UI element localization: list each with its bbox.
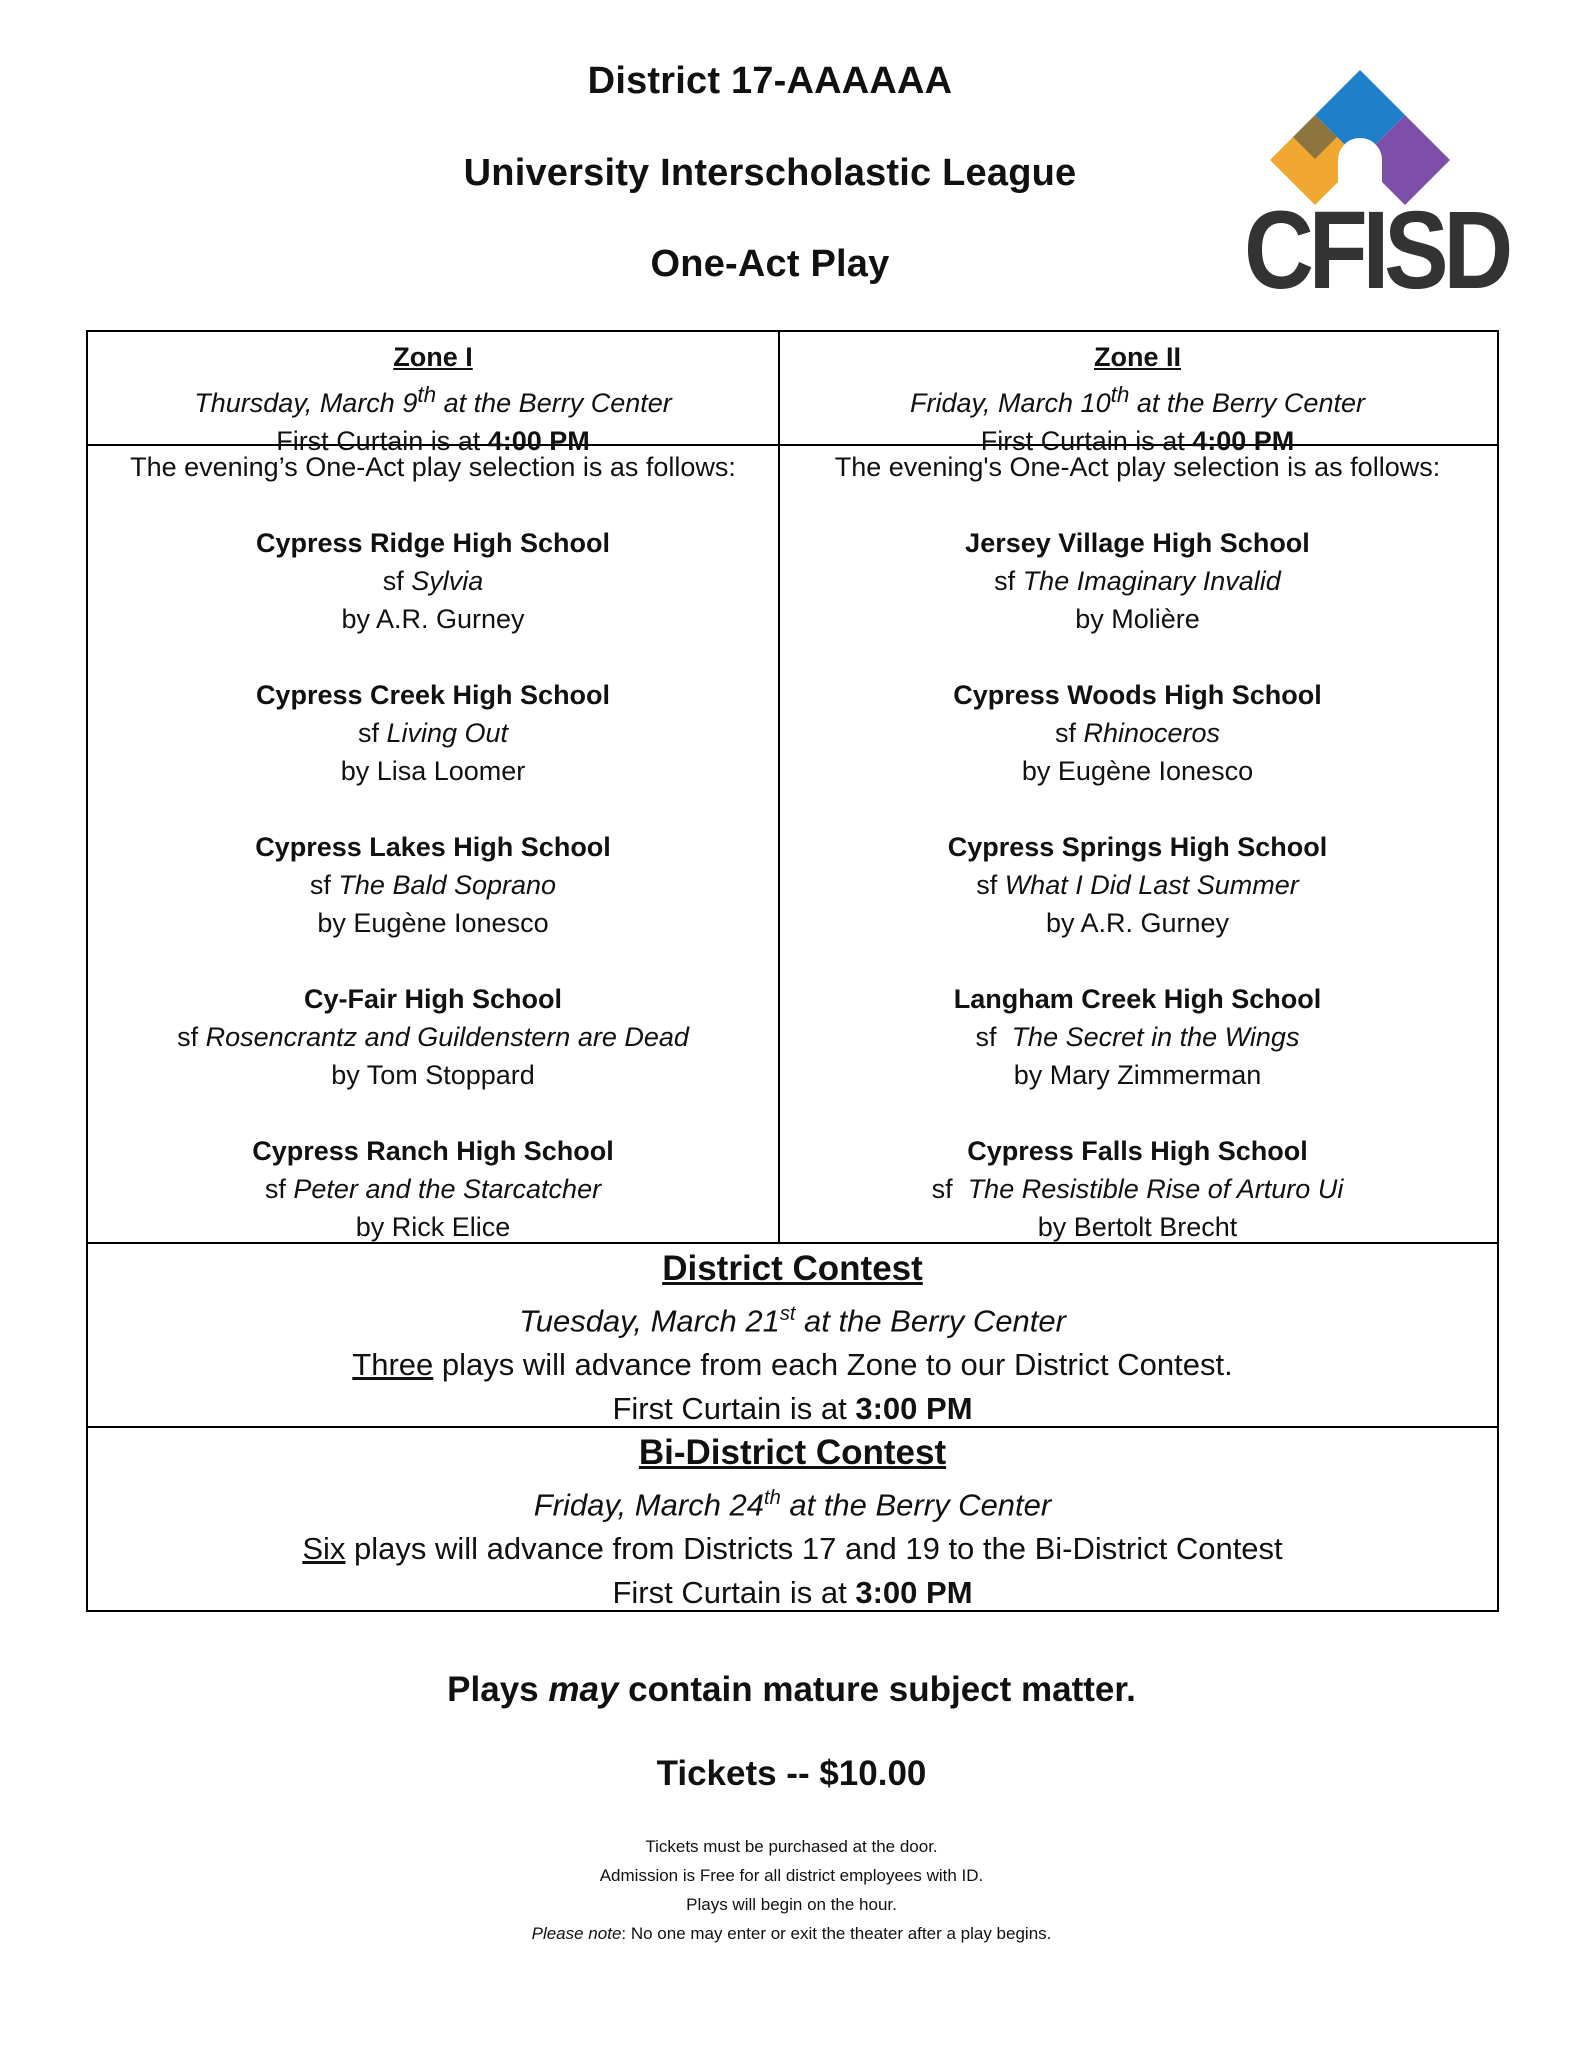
ticket-price: Tickets -- $10.00 [656,1754,927,1793]
zone-1 [88,332,780,1242]
zones-table [86,330,1499,1244]
zone-2-title: Zone II [1094,342,1181,372]
zone-2 [778,332,1497,1242]
fine-print: Tickets must be purchased at the door. Admission is Free for all district employees with ID. Plays will begin on the hour. Please note: No one may enter or exit the theater after a play begins. [531,1837,1052,1943]
mature-content-notice: Plays may contain mature subject matter. [447,1670,1136,1709]
district-contest [86,1242,1499,1428]
zone-1-header [88,332,778,456]
list-item: Cypress Falls High School sf The Resistible Rise of Arturo Ui by Bertolt Brecht [931,1136,1344,1242]
zone-1-curtain: First Curtain is at 4:00 PM [276,426,590,456]
bi-district-contest-title: Bi-District Contest [638,1433,947,1472]
list-item: Langham Creek High School sf The Secret in the Wings by Mary Zimmerman [953,984,1322,1090]
zone-1-date: Thursday, March 9th at the Berry Center [194,382,672,418]
bi-district-contest-curtain: First Curtain is at 3:00 PM [612,1575,973,1611]
zone-1-intro: The evening’s One-Act play selection is as follows: [130,452,736,482]
list-item: Cypress Springs High School sf What I Did Last Summer by A.R. Gurney [947,832,1328,938]
bi-district-contest [86,1426,1499,1612]
bi-district-contest-date: Friday, March 24th at the Berry Center [533,1487,1052,1523]
logo-wordmark: CFISD [1244,189,1508,312]
list-item: Cypress Woods High School sf Rhinoceros by Eugène Ionesco [953,680,1322,786]
zone-1-title: Zone I [393,342,473,372]
zone-2-curtain: First Curtain is at 4:00 PM [980,426,1295,456]
zone-2-intro: The evening's One-Act play selection is as follows: [834,452,1441,482]
district-heading: District 17-AAAAAA [587,60,953,102]
list-item: Cypress Ranch High School sf Peter and the Starcatcher by Rick Elice [252,1136,614,1242]
league-heading: University Interscholastic League [463,152,1077,194]
zone-2-date: Friday, March 10th at the Berry Center [910,382,1365,418]
district-contest-advance: Three plays will advance from each Zone to our District Contest. [352,1347,1233,1383]
list-item: Cypress Lakes High School sf The Bald Soprano by Eugène Ionesco [255,832,611,938]
list-item: Cypress Creek High School sf Living Out by Lisa Loomer [255,680,611,786]
district-contest-curtain: First Curtain is at 3:00 PM [612,1391,973,1427]
district-contest-title: District Contest [662,1249,923,1288]
list-item: Jersey Village High School sf The Imaginary Invalid by Molière [965,528,1310,634]
list-item: Cypress Ridge High School sf Sylvia by A.R. Gurney [255,528,611,634]
zone-2-header [778,332,1497,456]
list-item: Cy-Fair High School sf Rosencrantz and Guildenstern are Dead by Tom Stoppard [177,984,689,1090]
bi-district-contest-advance: Six plays will advance from Districts 17 and 19 to the Bi-District Contest [302,1531,1283,1567]
event-heading: One-Act Play [650,243,890,285]
district-contest-date: Tuesday, March 21st at the Berry Center [519,1303,1066,1339]
